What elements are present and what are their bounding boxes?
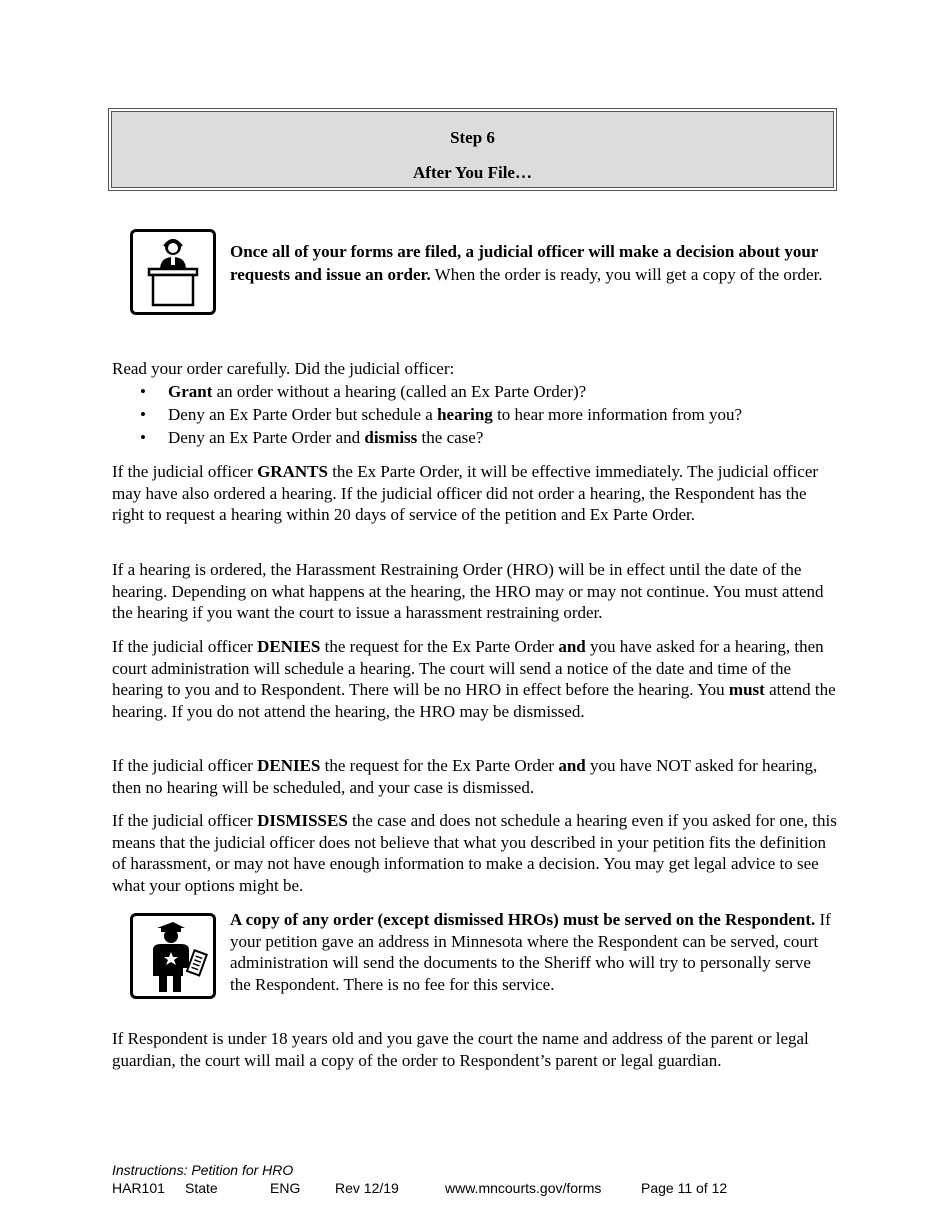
footer-url: www.mncourts.gov/forms xyxy=(445,1180,602,1196)
list-item xyxy=(112,380,842,403)
denies-keyword: DENIES xyxy=(257,637,321,656)
step-subtitle: After You File… xyxy=(413,163,532,182)
text: attend the hearing. If you do not attend the hearing, the HRO may be dismissed. xyxy=(112,680,836,721)
read-order-section xyxy=(112,357,842,449)
and-keyword: and xyxy=(558,756,586,775)
grants-paragraph xyxy=(112,461,842,526)
and-keyword: and xyxy=(558,637,586,656)
option-bold: hearing xyxy=(437,405,493,424)
text: If a hearing is ordered, the Harassment Restraining Order (HRO) will be in effect until the date of the hearing. Depending on what happens at the hearing, the HRO may or may not continue. You must attend the hearing if you want the court to issue a harassment restraining order. xyxy=(112,560,824,622)
hearing-paragraph xyxy=(112,559,842,624)
text: If Respondent is under 18 years old and you gave the court the name and address of the parent or legal guardian, the court will mail a copy of the order to Respondent’s parent or legal guardian. xyxy=(112,1029,809,1070)
text: If the judicial officer xyxy=(112,637,258,656)
footer-lang: ENG xyxy=(270,1180,301,1196)
text: If your petition gave an address in Minnesota where the Respondent can be served, court administration will send the documents to the Sheriff who will try to personally serve the Respondent. There is no fee for this service. xyxy=(230,910,831,994)
footer-rev: Rev 12/19 xyxy=(335,1180,399,1196)
read-order-lead: Read your order carefully. Did the judicial officer: xyxy=(112,359,455,378)
footer-title: Instructions: Petition for HRO xyxy=(112,1162,294,1178)
text: the case and does not schedule a hearing even if you asked for one, this means that the judicial officer does not believe that what you described in your petition fits the definition of harassment, or may not have enough information to make a decision. You may get legal advice to see what your options might be. xyxy=(112,811,837,895)
option-text: Deny an Ex Parte Order and xyxy=(168,428,365,447)
step-header-box xyxy=(111,111,834,188)
list-item xyxy=(112,403,842,426)
option-text: to hear more information from you? xyxy=(492,405,743,424)
text: the request for the Ex Parte Order xyxy=(320,637,559,656)
step-title: Step 6 xyxy=(450,128,495,147)
option-text: an order without a hearing (called an Ex Parte Order)? xyxy=(212,382,587,401)
text: If the judicial officer xyxy=(112,811,258,830)
grants-keyword: GRANTS xyxy=(257,462,328,481)
sheriff-serving-papers-icon xyxy=(130,913,216,999)
footer-scope: State xyxy=(185,1180,218,1196)
intro-rest: When the order is ready, you will get a copy of the order. xyxy=(430,265,823,284)
served-bold: A copy of any order (except dismissed HROs) must be served on the Respondent. xyxy=(230,910,816,929)
option-bold: dismiss xyxy=(364,428,418,447)
text: you have NOT asked for hearing, then no hearing will be scheduled, and your case is dismissed. xyxy=(112,756,818,797)
footer-row xyxy=(112,1179,727,1197)
footer-page: Page 11 of 12 xyxy=(641,1180,728,1196)
option-text: Deny an Ex Parte Order but schedule a xyxy=(168,405,438,424)
denies-not-asked-paragraph xyxy=(112,755,842,798)
intro-bold: Once all of your forms are filed, a judicial officer will make a decision about your requests and issue an order. xyxy=(230,242,819,284)
text: If the judicial officer xyxy=(112,462,258,481)
denies-asked-paragraph xyxy=(112,636,842,722)
text: If the judicial officer xyxy=(112,756,258,775)
text: you have asked for a hearing, then court administration will schedule a hearing. The court will send a notice of the date and time of the hearing to you and to Respondent. There will be no HRO in effect before the hearing. You xyxy=(112,637,824,699)
text: the request for the Ex Parte Order xyxy=(320,756,559,775)
page-footer xyxy=(112,1161,727,1197)
option-text: the case? xyxy=(417,428,484,447)
list-item xyxy=(112,426,842,449)
option-bold: Grant xyxy=(168,382,213,401)
dismisses-keyword: DISMISSES xyxy=(257,811,348,830)
minor-paragraph xyxy=(112,1028,842,1071)
judge-at-bench-icon xyxy=(130,229,216,315)
must-keyword: must xyxy=(728,680,765,699)
served-paragraph xyxy=(230,909,835,995)
text: the Ex Parte Order, it will be effective immediately. The judicial officer may have also ordered a hearing. If the judicial officer did not order a hearing, the Respondent has the right to request a hearing within 20 days of service of the petition and Ex Parte Order. xyxy=(112,462,819,524)
dismisses-paragraph xyxy=(112,810,842,896)
footer-form: HAR101 xyxy=(112,1180,165,1196)
denies-keyword: DENIES xyxy=(257,756,321,775)
order-options-list xyxy=(112,380,842,449)
intro-paragraph xyxy=(230,240,842,286)
